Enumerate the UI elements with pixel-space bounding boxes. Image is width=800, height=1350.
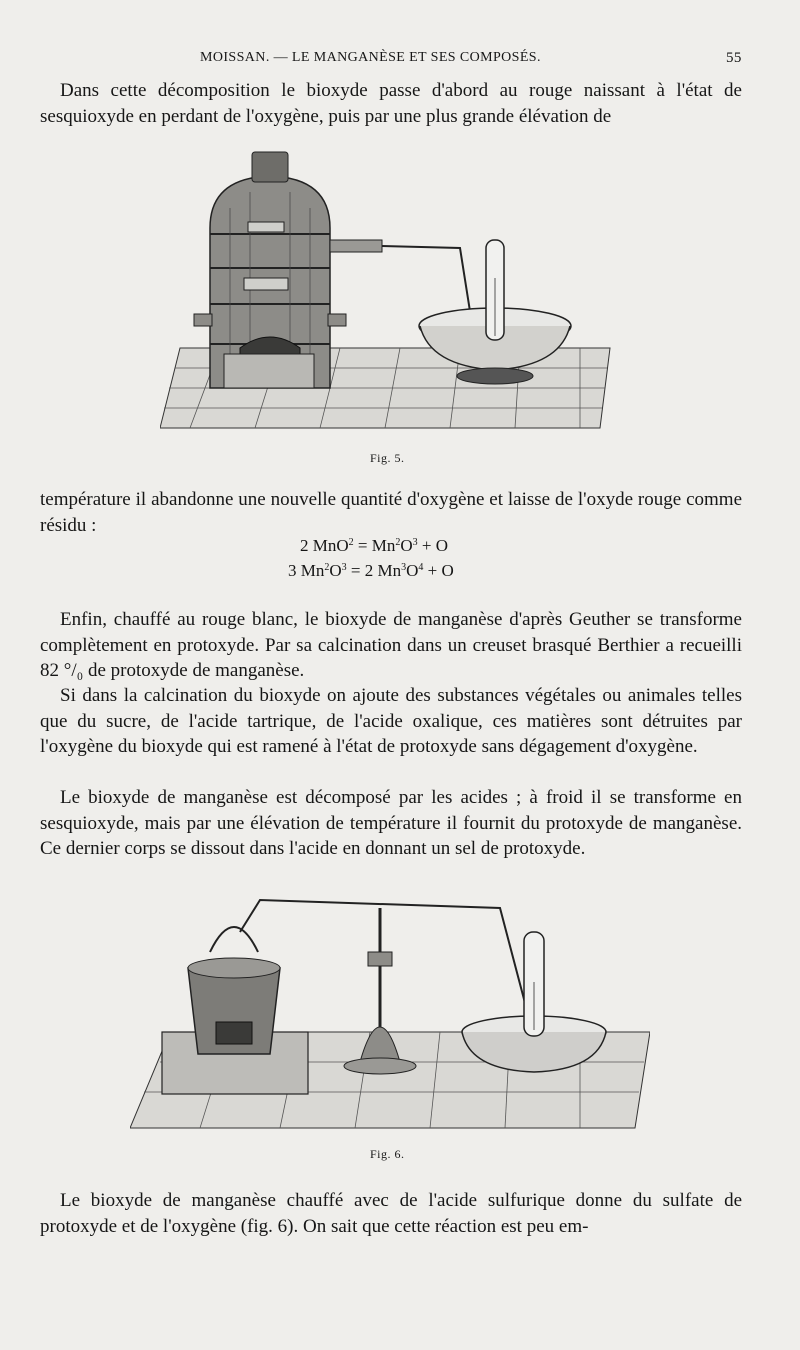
figure-6-illustration <box>130 892 650 1132</box>
paragraph-4: Si dans la calcination du bioxyde on ajoute des substances végétales ou animales telles que du sucre, de l'acide tartrique, de l'acide oxalique, ces matières sont détruites par l'oxygène du bioxyde qui est ramené à l'état de protoxyde sans dégagement d'oxygène. <box>40 685 742 757</box>
paragraph-5: Le bioxyde de manganèse est décomposé par les acides ; à froid il se transforme en sesquioxyde, mais par une élévation de température il fournit du protoxyde de manganèse. Ce dernier corps se dissout dans l'acide en donnant un sel de protoxyde. <box>40 787 742 859</box>
paragraph-1: Dans cette décomposition le bioxyde passe d'abord au rouge naissant à l'état de sesquioxyde en perdant de l'oxygène, puis par une plus grande élévation de <box>40 80 742 127</box>
running-header <box>0 46 800 72</box>
page-number: 55 <box>726 50 742 66</box>
running-title: MOISSAN. — LE MANGANÈSE ET SES COMPOSÉS. <box>200 50 541 65</box>
furnace-apparatus-drawing <box>160 148 620 438</box>
paragraph-3: Enfin, chauffé au rouge blanc, le bioxyde de manganèse d'après Geuther se transforme complètement en protoxyde. Par sa calcination dans un creuset brasqué Berthier a recueilli 82 °/₀ de protoxyde de manganèse. <box>40 609 742 681</box>
paragraph-2: température il abandonne une nouvelle quantité d'oxygène et laisse de l'oxyde rouge comme résidu : <box>40 489 742 536</box>
equation-2: 3 $Mn^2O^3 = 2$ $Mn^3O^4 + O$ <box>288 561 454 580</box>
figure-6-caption: Fig. 6. <box>370 1147 405 1161</box>
paragraph-6: Le bioxyde de manganèse chauffé avec de l'acide sulfurique donne du sulfate de protoxyde et de l'oxygène (fig. 6). On sait que cette réaction est peu em- <box>40 1190 742 1237</box>
figure-5-caption: Fig. 5. <box>370 451 405 465</box>
sulfuric-acid-apparatus-drawing <box>130 892 650 1132</box>
equation-1: 2 $MnO^2 = Mn^2O^3 + O$ <box>300 536 449 555</box>
figure-5-illustration <box>160 148 620 438</box>
